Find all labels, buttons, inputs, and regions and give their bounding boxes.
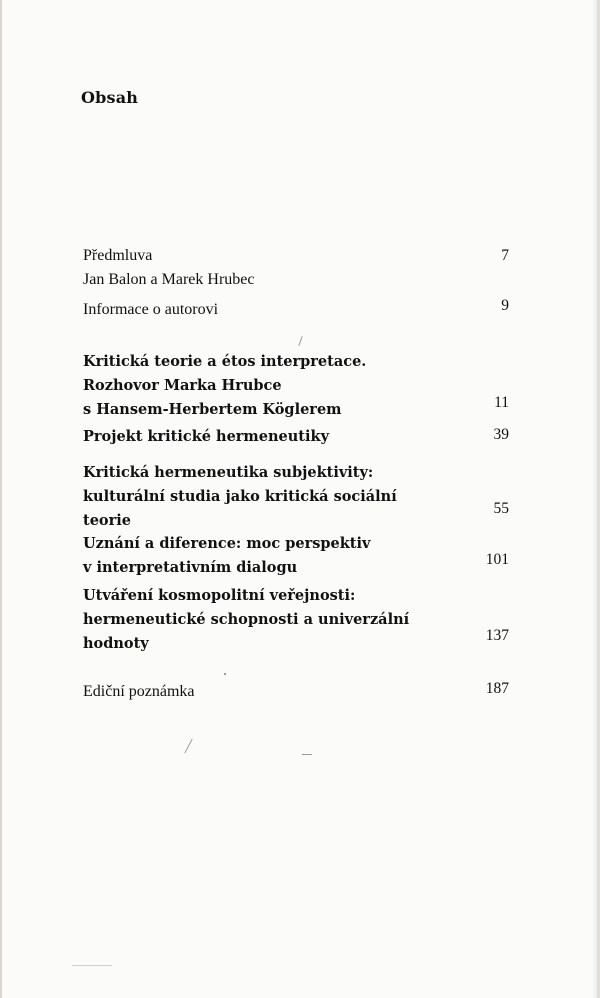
toc-entry-utvareni — [83, 584, 509, 656]
toc-entry-informace — [83, 298, 509, 322]
toc-entry-hermeneutika-subjektivity — [83, 461, 509, 533]
toc-entry-page-number: 7 — [501, 247, 509, 264]
toc-entry-title: Kritická hermeneutika subjektivity: kulturální studia jako kritická sociální teorie — [83, 464, 397, 529]
toc-entry-title: Informace o autorovi — [83, 301, 219, 318]
toc-entry-page-number: 137 — [485, 627, 509, 644]
toc-entry-page-number: 187 — [485, 680, 509, 697]
toc-entry-title: Projekt kritické hermeneutiky — [83, 428, 329, 445]
scan-mark — [72, 965, 112, 966]
toc-entry-title: Předmluva — [83, 247, 153, 264]
scan-mark — [298, 336, 302, 346]
toc-entry-projekt — [83, 425, 509, 449]
scan-mark — [302, 754, 312, 755]
toc-entry-kriticka-teorie — [83, 350, 509, 422]
scan-mark — [224, 673, 226, 675]
toc-entry-page-number: 39 — [493, 426, 509, 443]
toc-entry-authors: Jan Balon a Marek Hrubec — [83, 271, 255, 288]
toc-entry-edicni-poznamka — [83, 680, 509, 704]
toc-entry-page-number: 9 — [501, 297, 509, 314]
toc-heading: Obsah — [81, 88, 139, 107]
toc-entry-uznani — [83, 532, 509, 580]
toc-entry-title: Kritická teorie a étos interpretace. Rozhovor Marka Hrubce s Hansem-Herbertem Köglerem — [83, 353, 367, 418]
toc-entry-predmluva — [83, 244, 509, 292]
toc-entry-page-number: 55 — [493, 500, 509, 517]
toc-entry-title: Ediční poznámka — [83, 683, 195, 700]
toc-entry-page-number: 11 — [494, 394, 509, 411]
toc-entry-title: Uznání a diference: moc perspektiv v interpretativním dialogu — [83, 535, 371, 576]
toc-entry-page-number: 101 — [485, 551, 509, 568]
scan-mark — [184, 739, 192, 754]
toc-entry-title: Utváření kosmopolitní veřejnosti: hermeneutické schopnosti a univerzální hodnoty — [83, 587, 410, 652]
